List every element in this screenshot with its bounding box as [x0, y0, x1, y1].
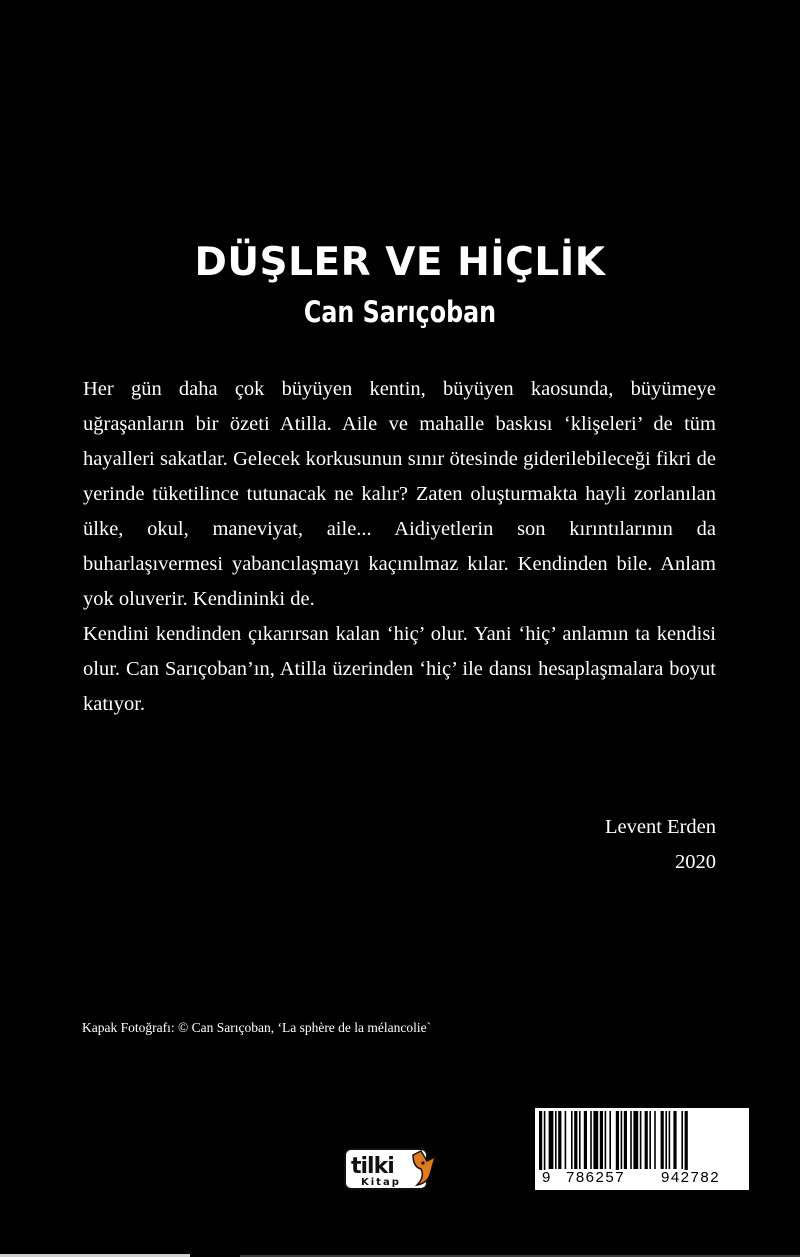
- barcode-bar: [685, 1111, 688, 1170]
- barcode-bar: [605, 1111, 607, 1169]
- barcode-bar: [669, 1111, 671, 1169]
- barcode-bar: [673, 1111, 676, 1169]
- barcode-bar: [645, 1111, 648, 1169]
- barcode-bar: [544, 1111, 546, 1170]
- barcode-group-2: 942782: [661, 1169, 721, 1186]
- blurb-paragraph: Kendini kendinden çıkarırsan kalan ‘hiç’ olur. Yani ‘hiç’ anlamın ta kendisi olur. Can Sarıçoban’ın, Atilla üzerinden ‘hiç’ ile dansı hesaplaşmalara boyut katıyor.: [83, 623, 716, 715]
- barcode-bar: [624, 1111, 627, 1169]
- barcode-bar: [630, 1111, 632, 1169]
- barcode-group-1: 786257: [566, 1169, 626, 1186]
- barcode-bar: [654, 1111, 656, 1169]
- barcode-bar: [681, 1111, 683, 1169]
- blurb-paragraph: Her gün daha çok büyüyen kentin, büyüyen kaosunda, büyümeye uğraşanların bir özeti Atilla. Aile ve mahalle baskısı ‘klişeleri’ de tüm hayalleri sakatlar. Gelecek korkusunun sınır ötesinde giderilebileceği fikri de yerinde tüketilince tutunacak ne kalır? Zaten oluşturmakta hayli zorlanılan ülke, okul, maneviyat, aile... Aidiyetlerin son kırıntılarının da buharlaşıvermesi yabancılaşmayı kaçınılmaz kılar. Kendinden bile. Anlam yok oluverir. Kendininki de.: [83, 378, 716, 610]
- barcode-bar: [565, 1111, 567, 1169]
- barcode-bar: [649, 1111, 651, 1169]
- isbn-barcode: [535, 1108, 749, 1190]
- barcode-bar: [661, 1111, 664, 1169]
- blurb-signature: [605, 810, 716, 880]
- publisher-logo: [343, 1147, 443, 1191]
- barcode-bar: [593, 1111, 598, 1169]
- barcode-bar: [616, 1111, 619, 1170]
- book-author: Can Sarıçoban: [303, 295, 497, 329]
- signature-name: Levent Erden: [605, 816, 716, 838]
- signature-year: 2020: [675, 851, 716, 873]
- barcode-bar: [549, 1111, 554, 1169]
- barcode-bar: [600, 1111, 603, 1169]
- barcode-bar: [579, 1111, 581, 1169]
- back-cover-blurb: [83, 372, 716, 722]
- barcode-bar: [574, 1111, 577, 1169]
- book-title: DÜŞLER VE HİÇLİK: [194, 240, 606, 285]
- barcode-bar: [555, 1111, 557, 1169]
- barcode-bar: [609, 1111, 611, 1169]
- barcode-bar: [633, 1111, 638, 1169]
- barcode-bar: [640, 1111, 642, 1169]
- barcode-bar: [558, 1111, 561, 1169]
- cover-photo-credit: Kapak Fotoğrafı: © Can Sarıçoban, ‘La sphère de la mélancolie`: [82, 1020, 432, 1035]
- barcode-bar: [539, 1111, 542, 1170]
- svg-text:tilki: tilki: [351, 1154, 394, 1179]
- barcode-bar: [590, 1111, 592, 1169]
- barcode-bars: [535, 1108, 749, 1170]
- svg-text:Kitap: Kitap: [361, 1177, 401, 1188]
- barcode-bar: [584, 1111, 587, 1169]
- fox-logo-icon: [343, 1147, 443, 1191]
- barcode-lead-digit: 9: [542, 1169, 552, 1186]
- barcode-bar: [665, 1111, 667, 1169]
- barcode-bar: [571, 1111, 573, 1169]
- barcode-bar: [621, 1111, 623, 1169]
